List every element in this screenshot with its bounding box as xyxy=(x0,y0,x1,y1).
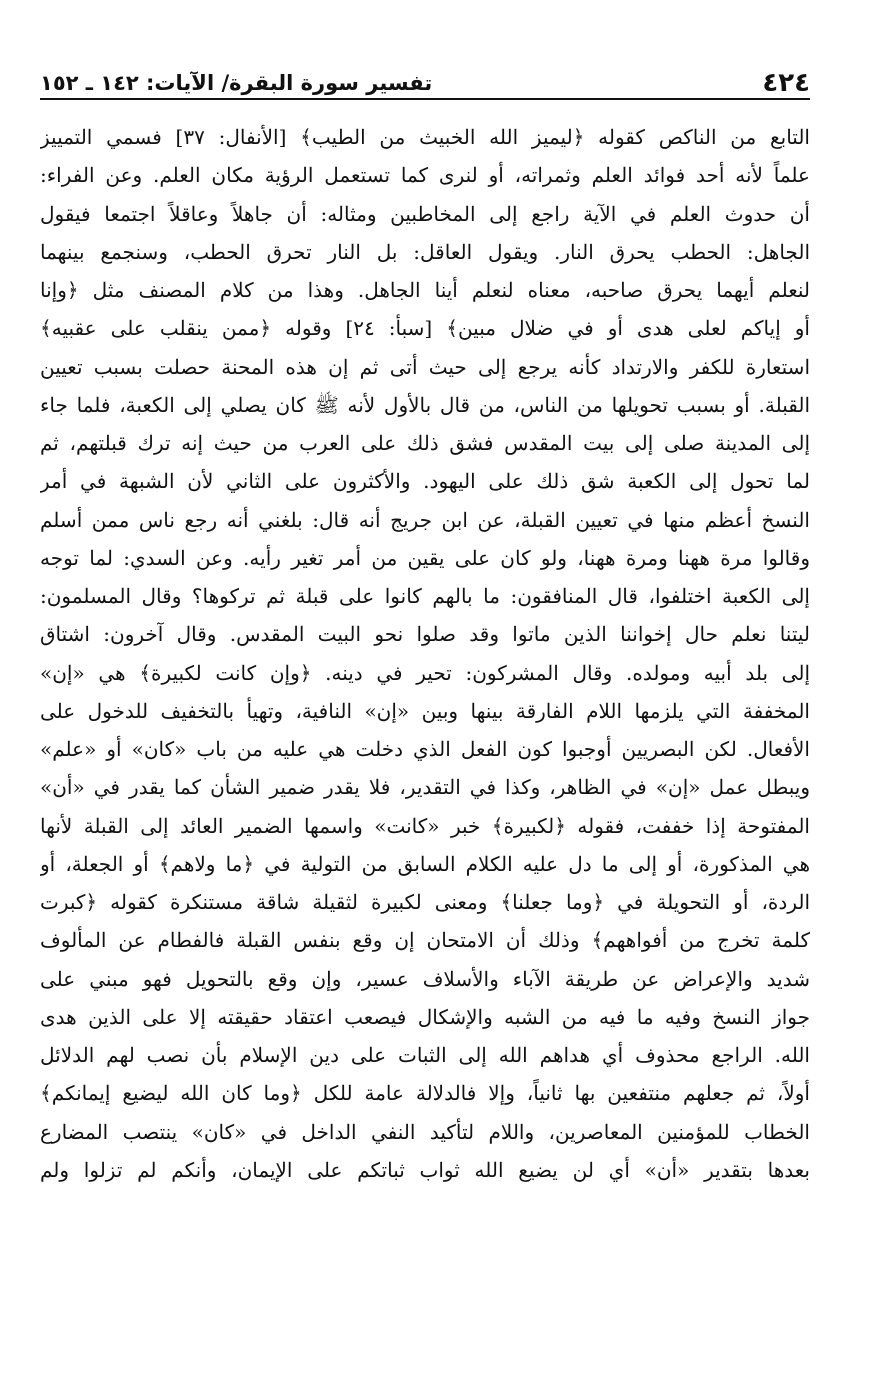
text-line: المخففة التي يلزمها اللام الفارقة بينها وبين «إن» النافية، وتهيأ بالتخفيف للدخول على xyxy=(40,698,810,723)
text-line: الأفعال. لكن البصريين أوجبوا كون الفعل الذي دخلت هي عليه من باب «كان» أو «علم» xyxy=(40,737,810,761)
text-line: جواز النسخ وفيه ما فيه من الشبه والإشكال فيصعب اعتقاد حقيقته إلا على الذين هدى xyxy=(40,1004,810,1029)
text-line: القبلة. أو بسبب تحويلها من الناس، من قال بالأول لأنه ﷺ كان يصلي إلى الكعبة، فلما جاء xyxy=(40,392,810,417)
text-line: الردة، أو التحويلة في ﴿وما جعلنا﴾ ومعنى لكبيرة لثقيلة شاقة مستنكرة كقوله ﴿كبرت xyxy=(40,890,810,914)
text-line: المفتوحة إذا خففت، فقوله ﴿لكبيرة﴾ خبر «كانت» واسمها الضمير العائد إلى القبلة لأنها xyxy=(40,813,810,838)
text-line: إلى الكعبة اختلفوا، قال المنافقون: ما بالهم كانوا على قبلة ثم تركوها؟ وقال المسلمون: xyxy=(40,584,810,608)
text-line: أن حدوث العلم في الآية راجع إلى المخاطبين ومثاله: أن جاهلاً وعاقلاً اجتمعا فيقول xyxy=(40,201,810,226)
text-line: أو إياكم لعلى هدى أو في ضلال مبين﴾ [سبأ: ٢٤] وقوله ﴿ممن ينقلب على عقبيه﴾ xyxy=(40,316,810,341)
body-text xyxy=(40,118,810,1189)
text-line: التابع من الناكص كقوله ﴿ليميز الله الخبيث من الطيب﴾ [الأنفال: ٣٧] فسمي التمييز xyxy=(40,125,810,149)
text-line: لما تحول إلى الكعبة شق ذلك على اليهود. والأكثرون على الثاني لأن الشبهة في أمر xyxy=(40,469,810,494)
text-line: ويبطل عمل «إن» في الظاهر، وكذا في التقدير، فلا يقدر ضمير الشأن كما يقدر في «أن» xyxy=(40,775,810,800)
text-line: وقالوا مرة ههنا ومرة ههنا، ولو كان على يقين من أمر تغير رأيه. وعن السدي: لما توجه xyxy=(40,545,810,570)
text-line: إلى المدينة صلى إلى بيت المقدس فشق ذلك على العرب من حيث إنه ترك قبلتهم، ثم xyxy=(40,431,810,455)
text-line: شديد والإعراض عن طريقة الآباء والأسلاف عسير، وإن وقع بالتحويل فهو مبني على xyxy=(40,966,810,991)
text-line: استعارة للكفر والارتداد كأنه يرجع إلى حيث أتى ثم إن هذه المحنة حصلت بسبب تعيين xyxy=(40,354,810,379)
text-line: الله. الراجع محذوف أي هداهم الله إلى الثبات على دين الإسلام بأن نصب لهم الدلائل xyxy=(40,1043,810,1067)
text-line: كلمة تخرج من أفواههم﴾ وذلك أن الامتحان إن وقع بنفس القبلة فالفطام عن المألوف xyxy=(40,928,810,953)
text-line: الخطاب للمؤمنين المعاصرين، واللام لتأكيد النفي الداخل في «كان» ينتصب المضارع xyxy=(40,1119,810,1144)
page-number: ٤٢٤ xyxy=(762,68,810,98)
text-line: علماً لأنه أحد فوائد العلم وثمراته، أو لنرى كما تستعمل الرؤية مكان العلم. وعن الفراء: xyxy=(40,163,810,188)
text-line: أولاً، ثم جعلهم منتفعين بها ثانياً، وإلا فالدلالة عامة للكل ﴿وما كان الله ليضيع إيمانكم﴾ xyxy=(40,1081,810,1106)
text-line: النسخ أعظم منها في تعيين القبلة، عن ابن جريج أنه قال: بلغني أنه رجع ناس ممن أسلم xyxy=(40,507,810,532)
text-line: لنعلم أيهما يحرق صاحبه، معناه لنعلم أينا الجاهل. وهذا من كلام المصنف مثل ﴿وإنا xyxy=(40,278,810,302)
running-header xyxy=(40,58,810,98)
text-line: الجاهل: الحطب يحرق النار. ويقول العاقل: بل النار تحرق الحطب، وسنجمع بينهما xyxy=(40,239,810,264)
text-line: بعدها بتقدير «أن» أي لن يضيع الله ثواب ثباتكم على الإيمان، وأنكم لم تزلوا ولم xyxy=(40,1157,810,1182)
text-line: هي المذكورة، أو إلى ما دل عليه الكلام السابق من التولية في ﴿ما ولاهم﴾ أو الجعلة، أو xyxy=(40,851,810,876)
text-line: إلى بلد أبيه ومولده. وقال المشركون: تحير في دينه. ﴿وإن كانت لكبيرة﴾ هي «إن» xyxy=(40,660,810,685)
header-rule xyxy=(40,98,810,100)
running-title: تفسير سورة البقرة/ الآيات: ١٤٢ ـ ١٥٢ xyxy=(40,71,433,95)
text-line: ليتنا نعلم حال إخواننا الذين ماتوا وقد صلوا نحو البيت المقدس. وقال آخرون: اشتاق xyxy=(40,622,810,647)
